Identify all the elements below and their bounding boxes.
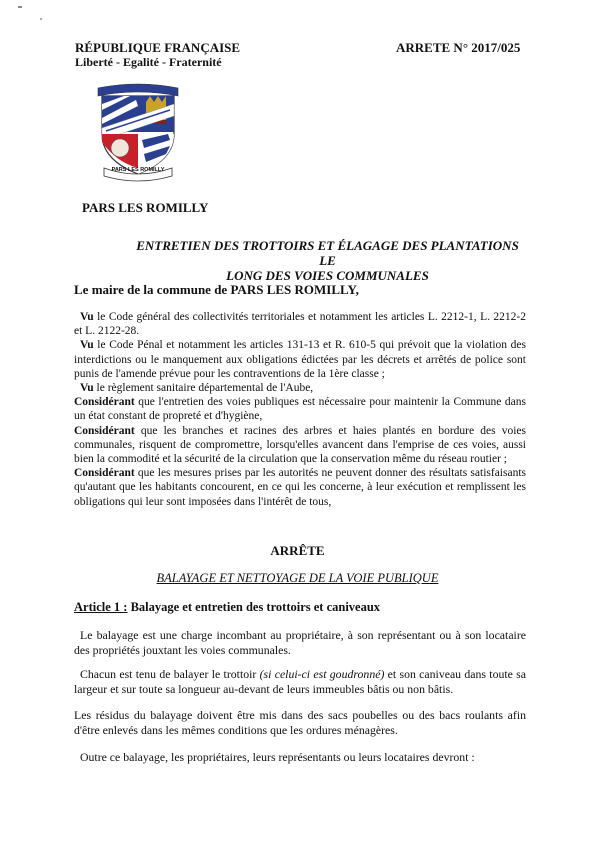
paragraph-italic: (si celui-ci est goudronné) (259, 667, 385, 681)
preamble-item (74, 424, 526, 467)
preamble-item (74, 310, 526, 338)
scan-speck (18, 6, 22, 8)
title-line-2: LONG DES VOIES COMMUNALES (226, 268, 429, 283)
paragraph-text: et son caniveau dans toute sa largeur et sur toute sa longueur au-devant de leurs immeubles bâtis ou non bâtis. (74, 667, 526, 696)
preamble-keyword: Vu (80, 382, 94, 395)
scan-speck (40, 18, 42, 20)
preamble (74, 310, 526, 509)
motto: Liberté - Egalité - Fraternité (75, 55, 222, 69)
preamble-keyword: Vu (80, 311, 94, 323)
title-line-1: ENTRETIEN DES TROTTOIRS ET ÉLAGAGE DES PLANTATIONS LE (136, 238, 519, 268)
coat-of-arms-icon (96, 82, 180, 182)
paragraph-text: Chacun est tenu de balayer le trottoir (80, 667, 260, 681)
preamble-keyword: Considérant (74, 424, 135, 437)
preamble-text: le Code Pénal et notamment les articles 131-13 et R. 610-5 qui prévoit que la violation des interdictions ou le manquement aux obligations édictées par les décrets et arrêtés de police sont punis de l'amende prévue pour les contraventions de la 1ère classe ; (74, 339, 526, 380)
paragraph: Le balayage est une charge incombant au propriétaire, à son représentant ou à son locataire des propriétés jouxtant les voies communales. (74, 628, 526, 657)
preamble-text: que l'entretien des voies publiques est nécessaire pour maintenir la Commune dans un état constant de propreté et d'hygiène, (74, 396, 526, 423)
preamble-text: le règlement sanitaire départemental de l'Aube, (93, 382, 314, 395)
preamble-keyword: Vu (80, 339, 94, 352)
paragraph: Les résidus du balayage doivent être mis dans des sacs poubelles ou des bacs roulants afin d'être enlevés dans les mêmes conditions que les ordures ménagères. (74, 708, 526, 737)
document-title (130, 238, 525, 283)
preamble-text: le Code général des collectivités territoriales et notamment les articles L. 2212-1, L. 2212-2 et L. 2122-28. (74, 311, 526, 338)
preamble-item (74, 466, 526, 509)
republic-title: RÉPUBLIQUE FRANÇAISE (75, 40, 241, 55)
paragraph (74, 667, 526, 696)
article-1-heading (74, 600, 380, 615)
crest-ribbon-text: PARS LES ROMILLY (111, 167, 165, 173)
preamble-item (74, 395, 526, 423)
paragraph: Outre ce balayage, les propriétaires, leurs représentants ou leurs locataires devront : (80, 750, 475, 764)
preamble-item (74, 381, 526, 395)
mayor-line: Le maire de la commune de PARS LES ROMILLY, (74, 282, 359, 297)
arrete-number: ARRETE N° 2017/025 (396, 40, 521, 55)
arrete-heading: ARRÊTE (270, 543, 325, 558)
preamble-item (74, 338, 526, 381)
preamble-text: que les branches et racines des arbres et haies plantés en bordure des voies communales, risquent de compromettre, lorsqu'elles avancent dans l'emprise de ces voies, aussi bien la commodité et la sécurité de la circulation que la conservation même du réseau routier ; (74, 424, 526, 466)
header-left (75, 40, 240, 70)
article-label: Article 1 : (74, 600, 128, 614)
town-name: PARS LES ROMILLY (82, 200, 209, 215)
section-heading: BALAYAGE ET NETTOYAGE DE LA VOIE PUBLIQUE (156, 571, 439, 585)
preamble-text: que les mesures prises par les autorités ne peuvent donner des résultats satisfaisants qu'autant que les habitants concourent, en ce qui les concerne, à leur exécution et remplissent les obligations qui leur sont imposées dans l'intérêt de tous, (74, 467, 526, 508)
article-title: Balayage et entretien des trottoirs et caniveaux (127, 600, 381, 614)
preamble-keyword: Considérant (74, 467, 135, 480)
preamble-keyword: Considérant (74, 396, 135, 409)
